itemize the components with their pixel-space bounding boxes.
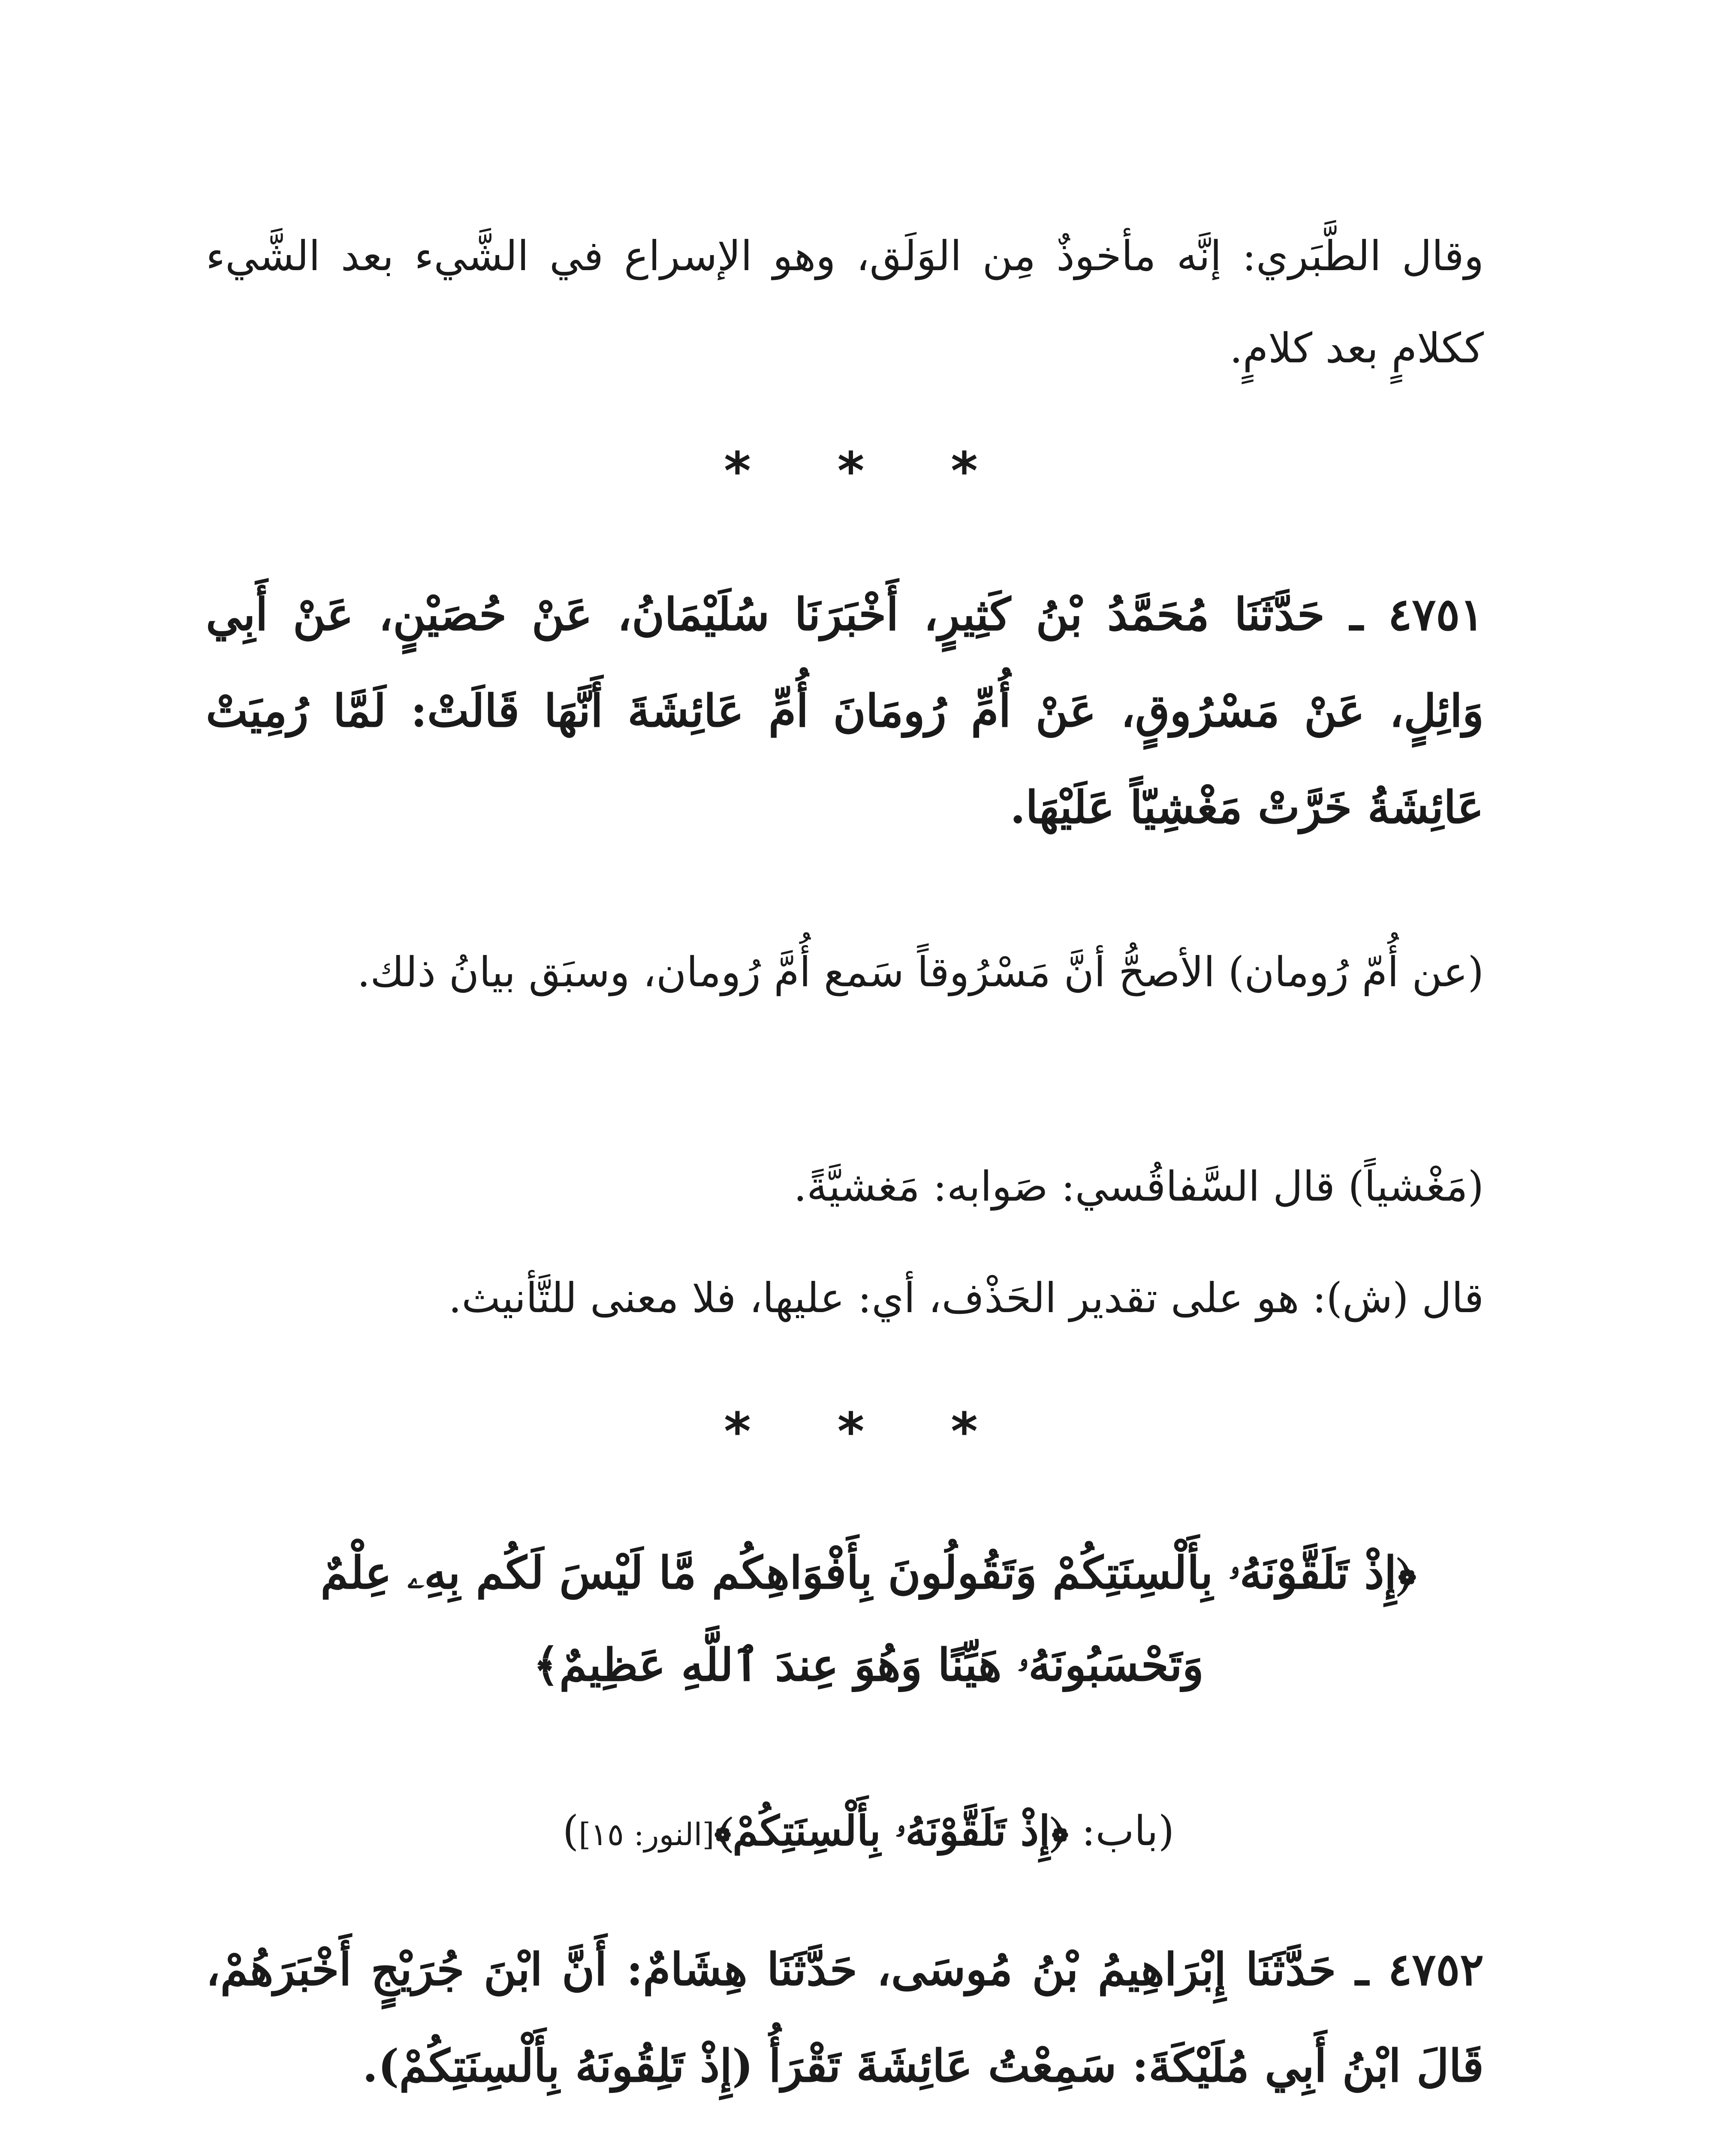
comment-sh: قال (ش): هو على تقدير الحَذْف، أي: عليها، فلا معنى للتَّأنيث. xyxy=(448,1274,1484,1322)
comment-maghshiyan: (مَغْشياً) قال السَّفاقُسي: صَوابه: مَغشيَّةً. xyxy=(793,1162,1484,1211)
comment-umm-ruman: (عن أُمّ رُومان) الأصحُّ أنَّ مَسْرُوقاً سَمع أُمَّ رُومان، وسبَق بيانُ ذلك. xyxy=(357,948,1484,996)
section-separator: * * * xyxy=(724,442,1012,501)
chapter-suffix: ) xyxy=(562,1807,579,1855)
quran-verse-line-2: وَتَحْسَبُونَهُۥ هَيِّنًا وَهُوَ عِندَ ٱللَّهِ عَظِيمٌ﴾ xyxy=(533,1638,1204,1691)
paragraph-tabari: وقال الطَّبَري: إنَّه مأخوذٌ مِن الوَلَق، وهو الإسراع في الشَّيء بعد الشَّيء ككلامٍ بعد كلامٍ. xyxy=(206,232,1484,372)
chapter-verse: ﴿إِذْ تَلَقَّوْنَهُۥ بِأَلْسِنَتِكُمْ﴾ xyxy=(714,1807,1069,1855)
hadith-4751: ٤٧٥١ ـ حَدَّثَنَا مُحَمَّدُ بْنُ كَثِيرٍ، أَخْبَرَنَا سُلَيْمَانُ، عَنْ حُصَيْنٍ، عَنْ أَبِي وَائِلٍ، عَنْ مَسْرُوقٍ، عَنْ أُمِّ رُومَانَ أُمِّ عَائِشَةَ أَنَّهَا قَالَتْ: لَمَّا رُمِيَتْ عَائِشَةُ خَرَّتْ مَغْشِيّاً عَلَيْهَا. xyxy=(206,588,1484,834)
quran-verse-line-1: ﴿إِذْ تَلَقَّوْنَهُۥ بِأَلْسِنَتِكُمْ وَتَقُولُونَ بِأَفْوَاهِكُم مَّا لَيْسَ لَكُم بِهِۦ عِلْمٌ xyxy=(320,1546,1417,1599)
section-separator: * * * xyxy=(724,1402,1012,1462)
chapter-reference: [النور: ١٥] xyxy=(579,1816,714,1852)
chapter-heading xyxy=(214,1788,1522,1877)
chapter-prefix: (باب: xyxy=(1068,1807,1175,1855)
hadith-4752: ٤٧٥٢ ـ حَدَّثَنَا إِبْرَاهِيمُ بْنُ مُوسَى، حَدَّثَنَا هِشَامٌ: أَنَّ ابْنَ جُرَيْجٍ أَخْبَرَهُمْ، قَالَ ابْنُ أَبِي مُلَيْكَةَ: سَمِعْتُ عَائِشَةَ تَقْرَأُ (إِذْ تَلِقُونَهُ بِأَلْسِنَتِكُمْ). xyxy=(206,1943,1484,2092)
quran-verse xyxy=(214,1527,1522,1711)
